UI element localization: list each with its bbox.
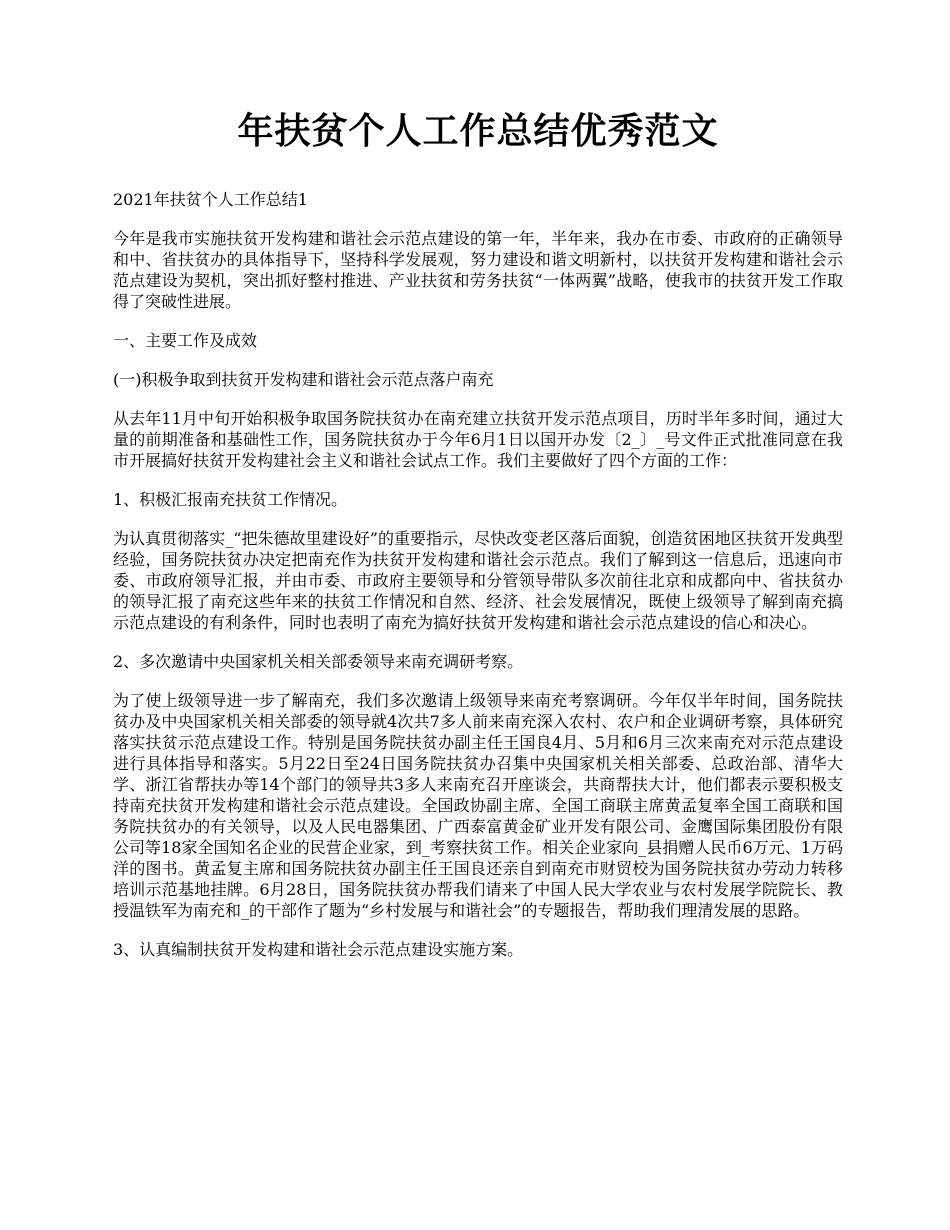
item-heading: 1、积极汇报南充扶贫工作情况。	[113, 489, 348, 509]
body-paragraph: 为了使上级领导进一步了解南充，我们多次邀请上级领导来南充考察调研。今年仅半年时间，国务院扶贫办及中央国家机关相关部委的领导就4次共7多人前来南充深入农村、农户和企业调研考察，具体研究落实扶贫示范点建设工作。特别是国务院扶贫办副主任王国良4月、5月和6月三次来南充对示范点建设进行具体指导和落实。5月22日至24日国务院扶贫办召集中央国家机关相关部委、总政治部、清华大学、浙江省帮扶办等14个部门的领导共3多人来南充召开座谈会，共商帮扶大计，他们都表示要积极支持南充扶贫开发构建和谐社会示范点建设。全国政协副主席、全国工商联主席黄孟复率全国工商联和国务院扶贫办的有关领导，以及人民电器集团、广西泰富黄金矿业开发有限公司、金鹰国际集团股份有限公司等18家全国知名企业的民营企业家，到_考察扶贫工作。相关企业家向_县捐赠人民币6万元、1万码洋的图书。黄孟复主席和国务院扶贫办副主任王国良还亲自到南充市财贸校为国务院扶贫办劳动力转移培训示范基地挂牌。6月28日，国务院扶贫办帮我们请来了中国人民大学农业与农村发展学院院长、教授温铁军为南充和_的干部作了题为“乡村发展与和谐社会”的专题报告，帮助我们理清发展的思路。	[113, 690, 843, 920]
item-heading: 2、多次邀请中央国家机关相关部委领导来南充调研考察。	[113, 651, 524, 671]
document-page	[113, 108, 843, 978]
document-title: 年扶贫个人工作总结优秀范文	[237, 110, 719, 152]
item-heading: 3、认真编制扶贫开发构建和谐社会示范点建设实施方案。	[113, 939, 524, 959]
body-paragraph: 为认真贯彻落实_“把朱德故里建设好”的重要指示，尽快改变老区落后面貌，创造贫困地区扶贫开发典型经验，国务院扶贫办决定把南充作为扶贫开发构建和谐社会示范点。我们了解到这一信息后，迅速向市委、市政府领导汇报，并由市委、市政府主要领导和分管领导带队多次前往北京和成都向中、省扶贫办的领导汇报了南充这些年来的扶贫工作情况和自然、经济、社会发展情况，既使上级领导了解到南充搞示范点建设的有利条件，同时也表明了南充为搞好扶贫开发构建和谐社会示范点建设的信心和决心。	[113, 528, 843, 632]
subsection-heading: (一)积极争取到扶贫开发构建和谐社会示范点落户南充	[113, 369, 494, 389]
subtitle: 2021年扶贫个人工作总结1	[113, 189, 308, 209]
intro-paragraph: 今年是我市实施扶贫开发构建和谐社会示范点建设的第一年，半年来，我办在市委、市政府的正确领导和中、省扶贫办的具体指导下，坚持科学发展观，努力建设和谐文明新村，以扶贫开发构建和谐社会示范点建设为契机，突出抓好整村推进、产业扶贫和劳务扶贫“一体两翼”战略，使我市的扶贫开发工作取得了突破性进展。	[113, 228, 843, 311]
body-paragraph: 从去年11月中旬开始积极争取国务院扶贫办在南充建立扶贫开发示范点项目，历时半年多时间，通过大量的前期准备和基础性工作，国务院扶贫办于今年6月1日以国开办发〔2_〕_号文件正式批准同意在我市开展搞好扶贫开发构建社会主义和谐社会试点工作。我们主要做好了四个方面的工作：	[113, 408, 843, 470]
section-heading: 一、主要工作及成效	[113, 330, 258, 350]
